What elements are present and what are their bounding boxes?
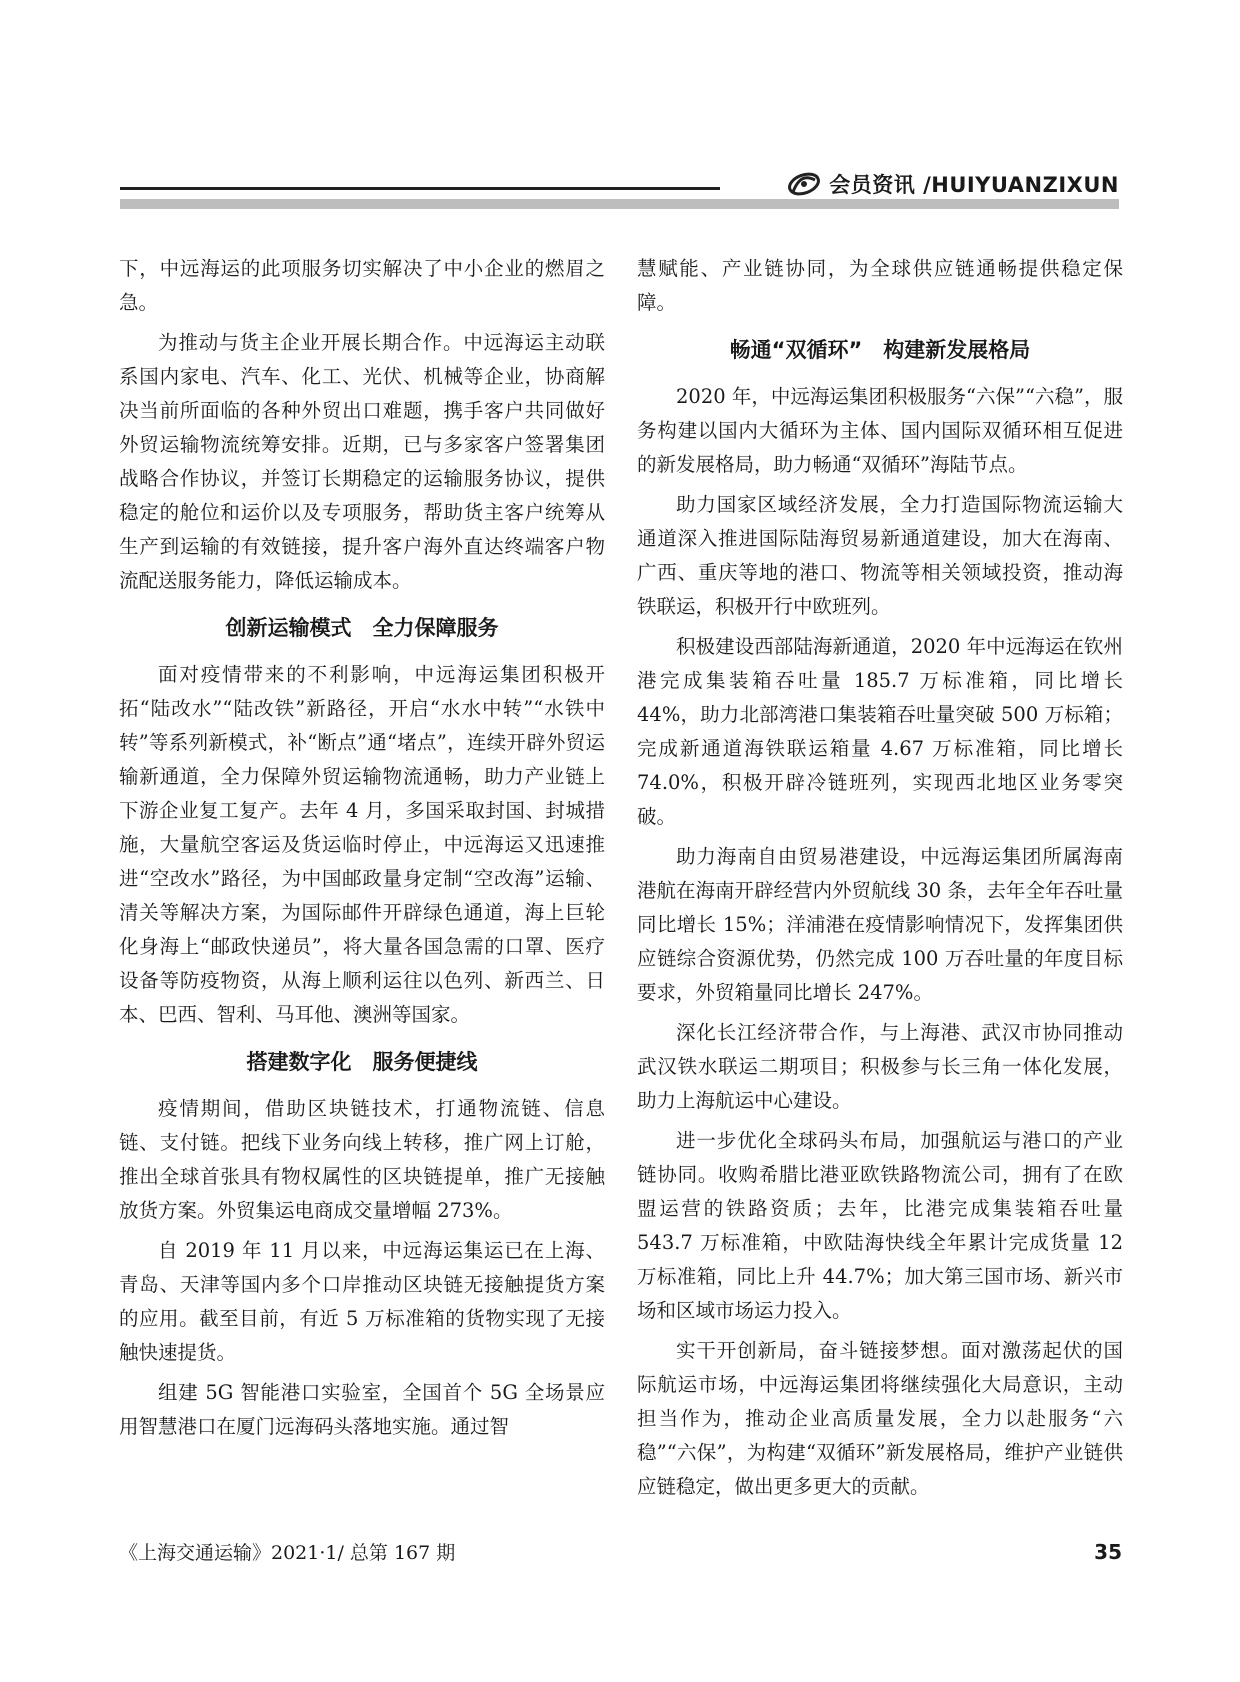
paragraph: 为推动与货主企业开展长期合作。中远海运主动联系国内家电、汽车、化工、光伏、机械等企业，协商解决当前所面临的各种外贸出口难题，携手客户共同做好外贸运输物流统筹安排。近期，已与多家客户签署集团战略合作协议，并签订长期稳定的运输服务协议，提供稳定的舱位和运价以及专项服务，帮助货主客户统筹从生产到运输的有效链接，提升客户海外直达终端客户物流配送服务能力，降低运输成本。	[119, 331, 605, 592]
paragraph: 助力海南自由贸易港建设，中远海运集团所属海南港航在海南开辟经营内外贸航线 30 条，去年全年吞吐量同比增长 15%；洋浦港在疫情影响情况下，发挥集团供应链综合资源优势，仍然完成 100 万吞吐量的年度目标要求，外贸箱量同比增长 247%。	[637, 845, 1123, 1004]
paragraph: 面对疫情带来的不利影响，中远海运集团积极开拓“陆改水”“陆改铁”新路径，开启“水水中转”“水铁中转”等系列新模式，补“断点”通“堵点”，连续开辟外贸运输新通道，全力保障外贸运输物流通畅，助力产业链上下游企业复工复产。去年 4 月，多国采取封国、封城措施，大量航空客运及货运临时停止，中远海运又迅速推进“空改水”路径，为中国邮政量身定制“空改海”运输、清关等解决方案，为国际邮件开辟绿色通道，海上巨轮化身海上“邮政快递员”，将大量各国急需的口罩、医疗设备等防疫物资，从海上顺利运往以色列、新西兰、日本、巴西、智利、马耳他、澳洲等国家。	[119, 663, 605, 1026]
paragraph: 自 2019 年 11 月以来，中远海运集运已在上海、青岛、天津等国内多个口岸推动区块链无接触提货方案的应用。截至目前，有近 5 万标准箱的货物实现了无接触快速提货。	[119, 1239, 605, 1364]
left-column	[119, 252, 605, 1450]
paragraph: 助力国家区域经济发展，全力打造国际物流运输大通道深入推进国际陆海贸易新通道建设，加大在海南、广西、重庆等地的港口、物流等相关领域投资，推动海铁联运，积极开行中欧班列。	[637, 493, 1123, 618]
paragraph: 下，中远海运的此项服务切实解决了中小企业的燃眉之急。	[119, 257, 605, 314]
paragraph: 深化长江经济带合作，与上海港、武汉市协同推动武汉铁水联运二期项目；积极参与长三角一体化发展，助力上海航运中心建设。	[637, 1021, 1123, 1112]
paragraph: 实干开创新局，奋斗链接梦想。面对激荡起伏的国际航运市场，中远海运集团将继续强化大局意识，主动担当作为，推动企业高质量发展，全力以赴服务“六稳”“六保”，为构建“双循环”新发展格局，维护产业链供应链稳定，做出更多更大的贡献。	[637, 1339, 1123, 1498]
running-header	[740, 168, 1119, 200]
paragraph: 积极建设西部陆海新通道，2020 年中远海运在钦州港完成集装箱吞吐量 185.7 万标准箱，同比增长 44%，助力北部湾港口集装箱吞吐量突破 500 万标箱；完成新通道海铁联运箱量 4.67 万标准箱，同比增长 74.0%，积极开辟冷链班列，实现西北地区业务零突破。	[637, 635, 1123, 828]
header-rule	[120, 187, 720, 190]
paragraph: 组建 5G 智能港口实验室，全国首个 5G 全场景应用智慧港口在厦门远海码头落地实施。通过智	[119, 1381, 605, 1438]
header-band	[120, 199, 1119, 209]
journal-citation: 《上海交通运输》2021·1/ 总第 167 期	[119, 1542, 456, 1564]
paragraph: 疫情期间，借助区块链技术，打通物流链、信息链、支付链。把线下业务向线上转移，推广网上订舱，推出全球首张具有物权属性的区块链提单，推广无接触放货方案。外贸集运电商成交量增幅 273%。	[119, 1097, 605, 1222]
section-title: 会员资讯 /HUIYUANZIXUN	[829, 173, 1119, 197]
paragraph: 进一步优化全球码头布局，加强航运与港口的产业链协同。收购希腊比港亚欧铁路物流公司，拥有了在欧盟运营的铁路资质；去年，比港完成集装箱吞吐量 543.7 万标准箱，中欧陆海快线全年累计完成货量 12 万标准箱，同比上升 44.7%；加大第三国市场、新兴市场和区域市场运力投入。	[637, 1129, 1123, 1322]
subheading: 搭建数字化 服务便捷线	[246, 1050, 478, 1074]
paragraph: 2020 年，中远海运集团积极服务“六保”“六稳”，服务构建以国内大循环为主体、国内国际双循环相互促进的新发展格局，助力畅通“双循环”海陆节点。	[637, 385, 1123, 476]
magazine-logo-icon	[787, 172, 821, 196]
subheading: 创新运输模式 全力保障服务	[225, 616, 499, 640]
page-number: 35	[1094, 1540, 1122, 1564]
right-column	[637, 252, 1123, 1510]
paragraph: 慧赋能、产业链协同，为全球供应链通畅提供稳定保障。	[637, 257, 1123, 314]
subheading: 畅通“双循环” 构建新发展格局	[729, 338, 1031, 362]
